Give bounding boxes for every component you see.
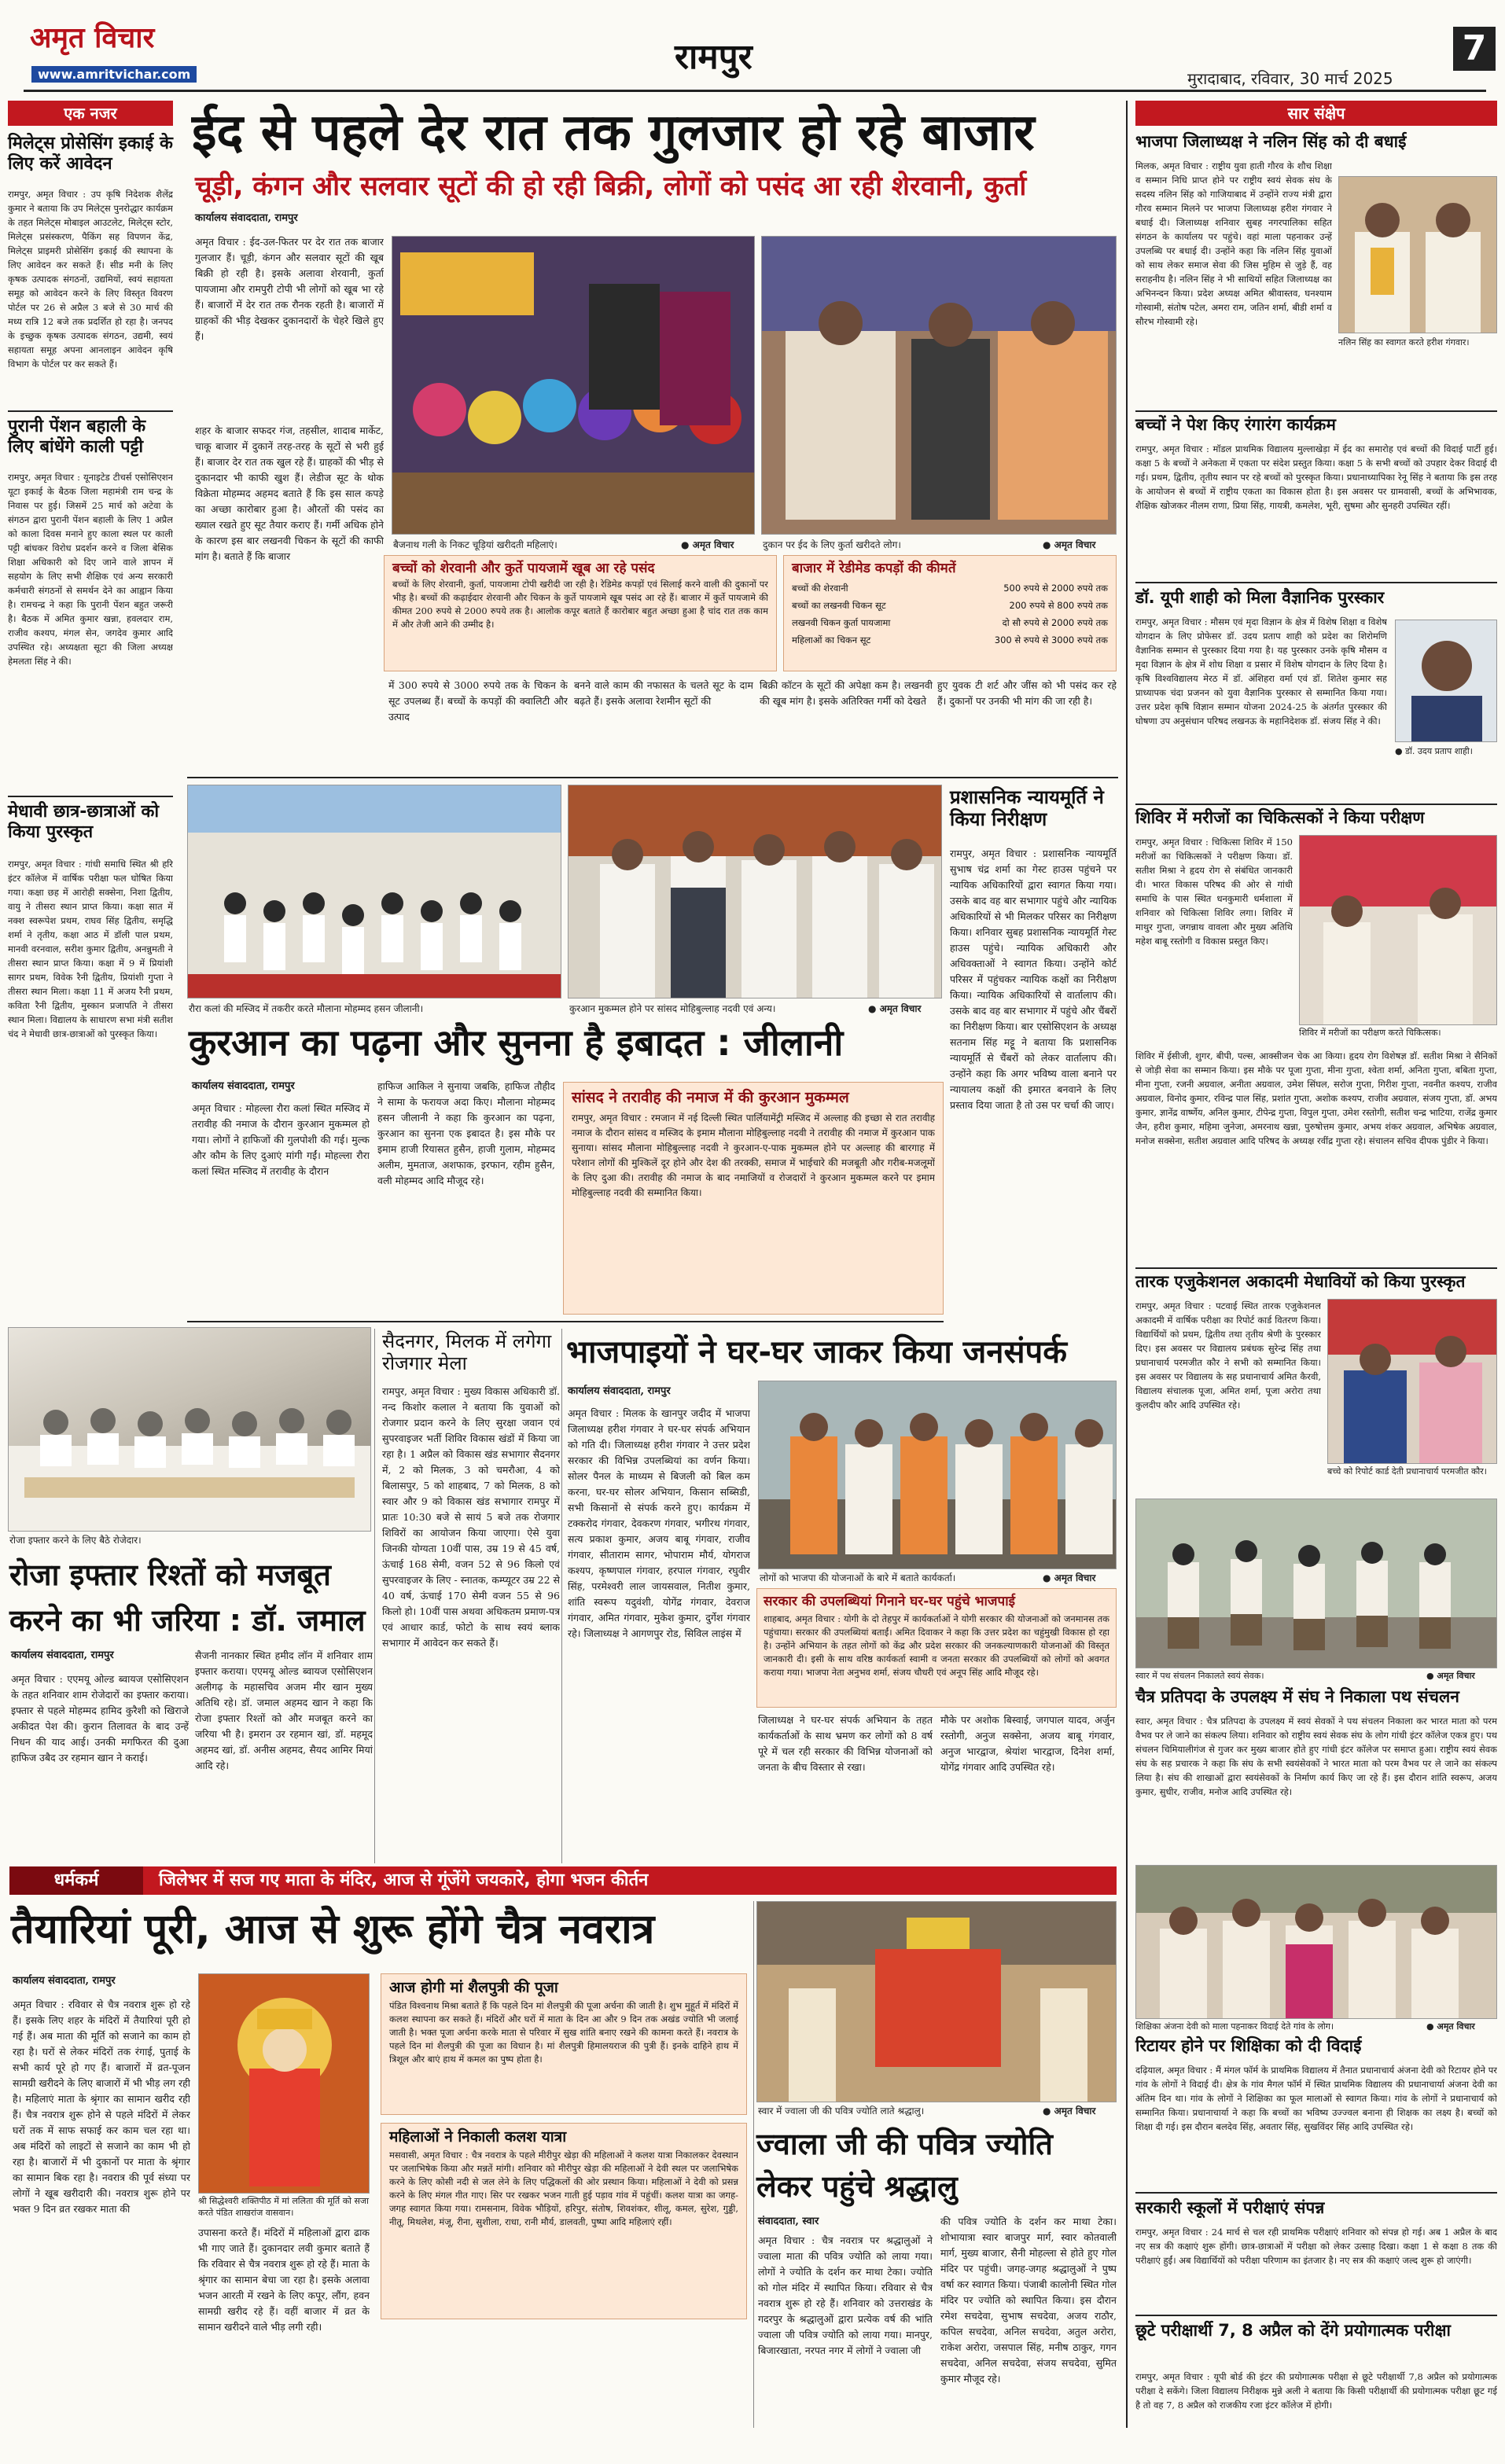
- march-photo: [1135, 1499, 1497, 1668]
- right-s2-text: रामपुर, अमृत विचार : मॉडल प्राथमिक विद्यालय मुल्लाखेड़ा में ईद का समारोह एवं बच्चों की विदाई पार्टी हुई। कक्षा 5 के बच्चों ने अनेकता में एकता पर संदेश प्रस्तुत किया। कक्षा 5 के सभी बच्चों को उपहार देकर विदाई दी गई। प्रथम, द्वितीय, तृतीय स्थान पर रहे बच्चों को पुरस्कृत किया। प्रधानाध्यापिका रेनू सिंह ने बताया कि इस तरह के आयोजन से बच्चों में राष्ट्रीय एकता का विकास होता है। इस अवसर पर ग्रामवासी, बच्चों के अभिभावक, शैक्षिक खोजकर नीलम राणा, प्रिया सिंह, गायत्री, कमलेश, भूरी, सुषमा और सुनहरी उपस्थित रहीं।: [1135, 443, 1497, 511]
- right-s1-text: मिलक, अमृत विचार : राष्ट्रीय युवा हाती गौरव के शौच शिक्षा व सम्मान निधि प्राप्त होने पर राष्ट्रीय स्वयं सेवक संघ के सदस्य नलिन सिंह को गाजियाबाद में उन्होंने राज्य मंत्री द्वारा गौरव सम्मान मिलने पर भाजपा जिलाध्यक्ष हरीश गंगवार ने बधाई दी। जिलाध्यक्ष शनिवार सुबह नगरपालिका सहित संगठन के कार्यालय पर पहुंचे। वहां माला पहनाकर उन्हें उपलब्धि पर बधाई दी। उन्होंने कहा कि नलिन सिंह युवाओं को साथ लेकर समाज सेवा की जिस मुहिम से जुड़े हैं, वह सराहनीय है। नलिन सिंह ने भी साथियों सहित जिलाध्यक्ष का अभिनन्दन किया। प्रदेश अध्यक्ष अमित श्रीवास्तव, घनश्याम गोस्वामी, संतोष पटेल, अमरा राम, जतिन शर्मा, बीडी शर्मा व सौरभ गोस्वामी रहे।: [1135, 160, 1332, 327]
- quran-photo-caption: कुरआन मुकम्मल होने पर सांसद मोहिबुल्लाह नदवी एवं अन्य।: [569, 1003, 776, 1014]
- iftar-photo-art: [9, 1328, 371, 1532]
- lead-photo-1-caption: बैजनाथ गली के निकट चूड़ियां खरीदती महिलाएं।: [393, 539, 557, 550]
- shailputri-text: पंडित विश्वनाथ मिश्रा बताते हैं कि पहले दिन मां शैलपुत्री की पूजा अर्चना की जाती है। शुभ मुहूर्त में मंदिरों में कलश स्थापना कर सकते हैं। मंदिरों और घरों में माता के दिन आ और 9 दिन तक अखंड ज्योति भी जलाई जाती है। भक्त पूजा अर्चना करके माता से परिवार में सुख शांति बनाए रखने की कामना करते हैं। नवरात्र के पहले दिन मां शैलपुत्री की पूजा का विधान है। मां शैलपुत्री हिमालयराज की पुत्री हैं। इनके दाहिने हाथ में त्रिशूल और बाएं हाथ में कमल का पुष्प होता है।: [389, 2000, 738, 2065]
- price-value: दो सौ रुपये से 2000 रुपये तक: [1002, 617, 1108, 629]
- march-photo-caption: स्वार में पथ संचलन निकालते स्वयं सेवक।: [1135, 1671, 1264, 1681]
- teacher-photo-credit: ● अमृत विचार: [1426, 2021, 1475, 2032]
- left-s2-text: रामपुर, अमृत विचार : यूनाइटेड टीचर्स एसोसिएशन यूटा इकाई के बैठक जिला महामंत्री राम चन्द्र के निवास पर हुई। जिसमें 25 मार्च को अटेवा के संगठन द्वारा पुरानी पेंशन बहाली के लिए 1 अप्रैल को काला दिवस मनाने हुए काला स्थल पर काली पट्टी बांधकर विरोध प्रदर्शन करने व जिला बेसिक शिक्षा अधिकारी को दिए जाने वाले ज्ञापन में सहयोग के लिए सभी शैक्षिक एवं अन्य सरकारी कर्मचारी संगठनों से समर्थन देने का आह्वान किया है। रामचन्द्र ने कहा कि पुरानी पेंशन बहुत जरूरी है। बैठक में अमित कुमार खन्ना, हवलदार राम, राजीव कश्यप, मंगल सेन, जगदेव कुमार आदि उपस्थित रहे। अध्यक्षता सूटा की जिला अध्यक्ष हेमलता सिंह ने की।: [8, 472, 173, 667]
- shahi-art: [1396, 620, 1497, 742]
- price-box: [783, 555, 1117, 671]
- tarak-photo: [1327, 1299, 1497, 1464]
- mosque-photo: [187, 785, 561, 998]
- right-s2-headline: बच्चों ने पेश किए रंगारंग कार्यक्रम: [1135, 415, 1336, 434]
- iftar-text-2: सैजनी नानकार स्थित हमीद लॉन में शनिवार शाम इफ्तार कराया। एएमयू ओल्ड ब्वायज एसोसिएशन अलीगढ़ के महासचिव अजम मीर खान मुख्य अतिथि रहे। डॉ. जमाल अहमद खान ने कहा कि रोजा इफ्तार रिश्तों को और मजबूत करने का जरिया भी है। इमरान उर रहमान खां, डॉ. महमूद अहमद खां, डॉ. अनीस अहमद, सैयद आमिर मियां आदि रहे।: [195, 1649, 373, 1771]
- left-sidebar: [8, 101, 181, 1359]
- bjp-text-1: अमृत विचार : मिलक के खानपुर जदीद में भाजपा जिलाध्यक्ष हरीश गंगवार ने घर-घर संपर्क अभियान को गति दी। जिलाध्यक्ष हरीश गंगवार ने उत्तर प्रदेश सरकार की विभिन्न उपलब्धियां का वर्णन किया। सोलर पैनल के माध्यम से बिजली को बिल कम करना, घर-घर सोलर अभियान, किसान सब्सिडी, सभी किसानों से संपर्क करने हुए। कार्यक्रम में टक्करोद गंगवार, देवकरण गंगवार, भगीरथ गंगवार, सत्य प्रकाश कुमार, अजय बाबू गंगवार, राजीव गंगवार, सीताराम सागर, भोपाराम मौर्य, योगराज कश्यप, कृष्णपाल गंगवार, हरपाल गंगवार, रघुवीर सिंह, परमेश्वरी लाल जायसवाल, नितीश कुमार, शांति स्वरूप यदुवंशी, योगेंद्र गंगवार, देवराज गंगवार, अमित गंगवार, मुकेश कुमार, दुर्गेश गंगवार रहे। जिलाध्यक्ष ने आगणपुर रोड, सिविल लाइंस में: [568, 1407, 750, 1639]
- kalash-text: मसवासी, अमृत विचार : चैत्र नवरात्र के पहले मीरीपुर खेड़ा की महिलाओं ने कलश यात्रा निकालकर देवस्थान पर जलाभिषेक किया और मन्नतें मांगी। शनिवार को मीरीपुर खेड़ा की महिलाओं ने देवी स्थल पर जलाभिषेक करने के लिए कोसी नदी से जल लेने के लिए पद्धिकलों की ओर प्रस्थान किया। महिलाओं ने देवी को प्रसन्न करने के लिए मंगल गीत गाए। सिर पर रखकर भजन गाती हुई पड़ाव गांव में पहुंचीं। कलश यात्रा का जगह-जगह स्वागत किया गया। रामसनाम, विवेक भौड़ियों, हरिपुर, संतोष, शिवशंकर, शीलू, कमल, सुरेश, गुड्डी, नीतू, मिथलेश, मंजू, रीना, सुशीला, राधा, रानी मौर्य, डालवती, पुष्पा आदि महिलाएं रहीं।: [389, 2150, 738, 2228]
- price-item: महिलाओं का चिकन सूट: [792, 634, 871, 646]
- nalin-photo: [1338, 176, 1497, 333]
- bjp-photo-credit: ● अमृत विचार: [1043, 1572, 1096, 1583]
- price-row: [792, 579, 1108, 597]
- lead-photo-1-credit: ● अमृत विचार: [681, 539, 734, 550]
- price-item: बच्चों का लखनवी चिकन सूट: [792, 600, 886, 612]
- iftar-photo: [8, 1327, 371, 1532]
- dharm-headline: तैयारियां पूरी, आज से शुरू होंगे चैत्र नवरात्र: [11, 1906, 655, 1953]
- lead-text-2: शहर के बाजार सफदर गंज, तहसील, शादाब मार्केट, चाकू बाजार में दुकानें तरह-तरह के सूटों से भरी हुई हैं। बाजार देर रात तक खुल रहे हैं। ग्राहकों की भीड़ से दुकानदार भी काफी खुश हैं। लेडीज सूट के थोक विक्रेता मोहम्मद अहमद बताते हैं कि इस साल कपड़े का अच्छा कारोबार हुआ है। औरतों की पसंद का ख्याल रखते हुए सूट तैयार कराए हैं। गर्मी अधिक होने के कारण इस बार लखनवी चिकन के सूटों की काफी मांग है। बताते हैं कि बाजार: [195, 425, 384, 562]
- shailputri-headline: आज होगी मां शैलपुत्री की पूजा: [389, 1979, 558, 1996]
- kurta-art: [762, 237, 1117, 535]
- price-box-headline: बाजार में रेडीमेड कपड़ों की कीमतें: [792, 561, 956, 576]
- quran-headline: कुरआन का पढ़ना और सुनना है इबादत : जीलानी: [189, 1021, 844, 1064]
- right-s8-text: रामपुर, अमृत विचार : 24 मार्च से चल रही प्राथमिक परीक्षाएं शनिवार को संपन्न हो गई। अब 1 अप्रैल के बाद नए सत्र की कक्षाएं शुरू होंगी। छात्र-छात्राओं में परीक्षा को लेकर उत्साह दिखा। कक्षा 1 से कक्षा 8 तक की परीक्षाएं हुईं। अब विद्यार्थियों को परीक्षा परिणाम का इंतजार है। नए सत्र की कक्षाएं जल्द शुरू हो जाएंगी।: [1135, 2227, 1497, 2266]
- right-s8-headline: सरकारी स्कूलों में परीक्षाएं संपन्न: [1135, 2198, 1325, 2217]
- mp-taraweeh-headline: सांसद ने तरावीह की नमाज में की कुरआन मुकम्मल: [572, 1089, 849, 1106]
- bjp-box-text-2: जिलाध्यक्ष ने घर-घर संपर्क अभियान के तहत कार्यकर्ताओं के साथ भ्रमण कर लोगों को 8 वर्ष पूरे में चल रही सरकार की विभिन्न योजनाओं को जनता के बीच विस्तार से रखा।: [758, 1714, 933, 1773]
- jwala-photo: [756, 1901, 1117, 2102]
- quran-photo-credit: ● अमृत विचार: [868, 1003, 922, 1014]
- lead-text-4: बनने वाले काम की नफासत के चलते सूट के दाम बढ़ते हैं। इसके अलावा रेशमीन सूटों की: [574, 679, 753, 707]
- dharm-kicker: जिलेभर में सज गए माता के मंदिर, आज से गूंजेंगे जयकारे, होगा भजन कीर्तन: [159, 1870, 649, 1890]
- shahi-photo-caption: ● डॉ. उदय प्रताप शाही।: [1395, 746, 1473, 756]
- lead-photo-2-credit: ● अमृत विचार: [1043, 539, 1096, 550]
- masthead-logo: अमृत विचार: [30, 21, 155, 54]
- masthead-dateline: मुरादाबाद, रविवार, 30 मार्च 2025: [1187, 69, 1393, 88]
- quran-complete-photo: [568, 785, 942, 998]
- kalash-box: [381, 2123, 747, 2319]
- right-s5-headline: तारक एजुकेशनल अकादमी मेधावियों को किया पुरस्कृत: [1135, 1272, 1466, 1291]
- sherwani-box-text: बच्चों के लिए शेरवानी, कुर्ता, पायजामा टोपी खरीदी जा रही है। रेडिमेड कपड़ों एवं सिलाई करने वाली की दुकानों पर भीड़ है। बच्चों की कढ़ाईदार शेरवानी और चिकन के कुर्ते पायजामे खूब पसंद आ रहे हैं। बाजार में कुर्ते पायजामे की कीमत 200 रुपये से 2000 रुपये तक है। आलोक कपूर बताते हैं कारोबार बहुत अच्छा हुआ है चांद रात तक काम में और तेजी आने की उम्मीद है।: [392, 579, 768, 631]
- jwala-byline: संवाददाता, स्वार: [758, 2216, 819, 2227]
- right-s7-headline: रिटायर होने पर शिक्षिका को दी विदाई: [1135, 2036, 1362, 2055]
- right-s9-text: रामपुर, अमृत विचार : यूपी बोर्ड की इंटर की प्रयोगात्मक परीक्षा से छूटे परीक्षार्थी 7,8 अप्रैल को प्रयोगात्मक परीक्षा दे सकेंगे। जिला विद्यालय निरीक्षक मुन्ने अली ने बताया कि किसी परीक्षार्थी की प्रयोगात्मक परीक्षा छूट गई है तो वह 7, 8 अप्रैल को राजकीय रजा इंटर कॉलेज में होगी।: [1135, 2371, 1497, 2411]
- right-s4-text-2: शिविर में ईसीजी, शुगर, बीपी, पल्स, आक्सीजन चेक आ किया। हृदय रोग विशेषज्ञ डॉ. सतीश मिश्रा ने सैनिकों से जोड़ी सेवा का सम्मान किया। इस मौके पर पूजा गुप्ता, मीना गुप्ता, श्वेता शर्मा, अनिता गुप्ता, बबिता गुप्ता, मीना गुप्ता, रजनी अग्रवाल, अनीता अग्रवाल, उमेश सिंघल, सरोज गुप्ता, गिरीश गुप्ता, नवनीत कश्यप, राजीव अग्रवाल, विनोद कुमार, रविन्द्र पाल सिंह, प्रशांत गुप्ता, अशोक कश्यप, राजीव अग्रवाल, संजय गुप्ता, डॉ. अभय कुमार, ज्ञानेंद्र वार्ष्णेय, अनिल कुमार, टीपेन्द्र गुप्ता, विपुल गुप्ता, उमेश रस्तोगी, सतीश चन्द्र भाटिया, राजेंद्र कुमार जैन, हरीश कुमार, महिमा जुनेजा, अमरनाथ खन्ना, पुरुषोत्तम कुमार, अभय शंकर अग्रवाल, अभिषेक अग्रवाल, मनोज सक्सेना, सतीश अग्रवाल आदि परिषद के अध्यक्ष रवींद्र गुप्ता रहे। संचालन सचिव दीपक पुंडीर ने किया।: [1135, 1050, 1497, 1146]
- right-s9-headline: छूटे परीक्षार्थी 7, 8 अप्रैल को देंगे प्रयोगात्मक परीक्षा: [1135, 2321, 1451, 2340]
- price-value: 500 रुपये से 2000 रुपये तक: [1003, 583, 1108, 594]
- bjp-art: [759, 1381, 1117, 1569]
- tarak-photo-caption: बच्चे को रिपोर्ट कार्ड देती प्रधानाचार्य परमजीत कौर।: [1327, 1466, 1487, 1477]
- lead-photo-2-caption: दुकान पर ईद के लिए कुर्ता खरीदते लोग।: [763, 539, 901, 550]
- sherwani-box: [384, 555, 777, 671]
- quran-text-2: हाफिज आकिल ने सुनाया जबकि, हाफिज तौहीद ने सामा के फरायज अदा किए। मौलाना मोहम्मद हसन जीलानी ने कहा कि कुरआन का पढ़ना, कुरआन का सुनना एक इबादत है। इस मौके पर इमाम हाजी रियासत हुसैन, हाजी गुलाम, मोहम्मद अलीम, मुमताज, अशफाक, इरफान, रहीम हुसैन, वली मोहम्मद आदि मौजूद रहे।: [377, 1080, 555, 1186]
- bjp-achievements-box: [756, 1588, 1117, 1708]
- shailputri-box: [381, 1973, 747, 2115]
- lead-byline: कार्यालय संवाददाता, रामपुर: [195, 212, 298, 224]
- iftar-photo-caption: रोजा इफ्तार करने के लिए बैठे रोजेदार।: [9, 1535, 142, 1546]
- right-s6-headline: चैत्र प्रतिपदा के उपलक्ष्य में संघ ने निकाला पथ संचलन: [1135, 1687, 1459, 1706]
- kalash-headline: महिलाओं ने निकाली कलश यात्रा: [389, 2128, 567, 2146]
- justice-text: रामपुर, अमृत विचार : प्रशासनिक न्यायमूर्ति सुभाष चंद्र शर्मा का गेस्ट हाउस पहुंचने पर न्यायिक अधिकारियों द्वारा स्वागत किया गया। उसके बाद वह बार सभागार पहुंचे और न्यायिक अधिकारियों से भी मिलकर परिसर का निरीक्षण किया। शनिवार सुबह प्रशासनिक न्यायमूर्ति गेस्ट हाउस पहुंचे। न्यायिक अधिकारी और अधिवक्ताओं ने स्वागत किया। उन्होंने कोर्ट परिसर में पहुंचकर न्यायिक कक्षों का निरीक्षण किया। न्यायिक अधिकारियों से वार्तालाप की। उसके बाद वह बार सभागार में पहुंचे और चैंबरों का निरीक्षण किया। बार एसोसिएशन के अध्यक्ष सतनाम सिंह मट्टू ने बताया कि प्रशासनिक न्यायमूर्ति से चैंबरों को लेकर वार्तालाप की। उन्होंने कहा कि अगर भविष्य वाला बनाने पर न्यायालय कक्षों की इमारत बनवाने के लिए प्रस्ताव दिया जाता है तो उस पर चर्चा की जाए।: [950, 848, 1117, 1111]
- right-s4-text-1: रामपुर, अमृत विचार : चिकित्सा शिविर में 150 मरीजों का चिकित्सकों ने परीक्षण किया। डॉ. सतीश मिश्रा ने हृदय रोग से संबंधित जानकारी दी। भारत विकास परिषद की ओर से गांधी समाधि के पास स्थित धनकुमारी धर्मशाला में शनिवार को चिकित्सा शिविर लगा। शिविर में माथुर गुप्ता, जगन्नाथ वावला और मुख्य अतिथि महेश बाबू रस्तोगी व विकास प्रस्तुत किए।: [1135, 837, 1293, 947]
- right-s4-headline: शिविर में मरीजों का चिकित्सकों ने किया परीक्षण: [1135, 808, 1425, 827]
- dharm-byline: कार्यालय संवाददाता, रामपुर: [13, 1975, 116, 1987]
- march-photo-credit: ● अमृत विचार: [1426, 1671, 1475, 1681]
- mp-taraweeh-text: रामपुर, अमृत विचार : रमजान में नई दिल्ली स्थित पार्लियामेंट्री मस्जिद में अल्लाह की इच्छा से रात तरावीह नमाज के दौरान सांसद व मस्जिद के इमाम मौलाना मोहिबुल्लाह नदवी ने तरावीह की नमाज में कुरआन पाक सुनाया। सांसद मौलाना मोहिबुल्लाह नदवी ने कुरआन-ए-पाक मुकम्मल होने पर अल्लाह की बारगाह में परेशान लोगों की मुश्किलें दूर होने और देश की तरक्की, समाज में भाईचारे की मजबूती और गरीब-मजलूमों के लिए दुआ की। तरावीह की नमाज के बाद नमाजियों व रोजदारों ने कुरआन मुकम्मल करने पर इमाम मोहिबुल्लाह नदवी की सम्मानित किया।: [572, 1112, 935, 1199]
- bjp-box-text-3: मौके पर अशोक बिस्वाई, जगपाल यादव, अर्जुन रस्तोगी, अनुज सक्सेना, अजय बाबू गंगवार, अनुज भारद्वाज, श्रेयांश भारद्वाज, दिनेश शर्मा, योगेंद्र गंगवार आदि उपस्थित रहे।: [940, 1714, 1115, 1773]
- shahi-photo: [1395, 620, 1497, 742]
- price-table: [792, 579, 1108, 649]
- right-s6-text: स्वार, अमृत विचार : चैत्र प्रतिपदा के उपलक्ष्य में स्वयं सेवकों ने पथ संचलन निकाला कर भारत माता को परम वैभव पर ले जाने का संकल्प लिया। शनिवार को राष्ट्रीय स्वयं सेवक संघ के लोग गांधी इंटर कॉलेज एकत्र हुए। पथ संचलन चिमियालीगंज से गुजर कर मुख्य बाजार होते हुए गांधी इंटर कॉलेज पर समाप्त हुआ। राष्ट्रीय स्वयं सेवक संघ के सह प्रचारक ने कहा कि संघ के सभी स्वयंसेवकों ने भारत माता को परम वैभव पर ले जाने का संकल्प लिया है। संघ की शाखाओं द्वारा स्वयंसेवकों के निर्माण कार्य किए जा रहे हैं। इस दौरान शांति स्वरूप, अजय कुमार, सुधीर, राजीव, मनोज आदि उपस्थित रहे।: [1135, 1716, 1497, 1797]
- teacher-farewell-photo: [1135, 1865, 1497, 2019]
- lead-subheadline: चूड़ी, कंगन और सलवार सूटों की हो रही बिक्री, लोगों को पसंद आ रही शेरवानी, कुर्ता: [195, 171, 1027, 202]
- lead-text-3: में 300 रुपये से 3000 रुपये तक के चिकन के सूट उपलब्ध हैं। बच्चों के कपड़ों की क्वालिटी और उत्पाद: [388, 679, 568, 723]
- justice-headline: प्रशासनिक न्यायमूर्ति ने किया निरीक्षण: [950, 786, 1104, 831]
- bjp-byline: कार्यालय संवाददाता, रामपुर: [568, 1385, 671, 1397]
- quran-complete-art: [569, 785, 942, 998]
- quran-text-1: अमृत विचार : मोहल्ला रौरा कलां स्थित मस्जिद में तरावीह की नमाज के दौरान कुरआन मुकम्मल हो गया। लोगों ने हाफिजों की गुलपोशी की गई। मुल्क और कौम के लिए दुआएं मांगी गईं। मोहल्ला रौरा कलां स्थित मस्जिद में तरावीह के दौरान: [192, 1102, 370, 1177]
- page-number: 7: [1453, 27, 1496, 71]
- jwala-photo-credit: ● अमृत विचार: [1043, 2105, 1096, 2116]
- lead-text-5: बिक्री कॉटन के सूटों की अपेक्षा कम है। लखनवी की खूब मांग है। इसके अतिरिक्त गर्मी को देखते: [760, 679, 933, 707]
- left-s3-text: रामपुर, अमृत विचार : गांधी समाधि स्थित श्री हरि इंटर कॉलेज में वार्षिक परीक्षा फल घोषित किया गया। कक्षा छह में आरोही सक्सेना, निशा द्वितीय, वायु ने तीसरा स्थान प्राप्त किया। कक्षा सात में नक्श स्वरूपेश प्रथम, राघव सिंह द्वितीय, समृद्धि शर्मा ने तृतीय, कक्षा आठ में डॉली पाल प्रथम, मानवी वरनवाल, सरीश कुमार द्वितीय, अनन्नुमती ने तीसरा स्थान प्राप्त किया। कक्षा में 9 में प्रियांशी सागर प्रथम, विवेक रैनी द्वितीय, प्रियांशी गुप्ता ने तीसरा स्थान मिला। कक्षा 11 में अजय रैनी प्रथम, कविता रैनी द्वितीय, मुस्कान प्रजापति ने तीसरा स्थान मिला। विद्यालय के साधारण सभा मंत्री सतीश चंद ने मेधावी छात्र-छात्राओं को पुरस्कृत किया।: [8, 859, 173, 1039]
- masthead-website: www.amritvichar.com: [31, 66, 197, 83]
- lead-text-1: अमृत विचार : ईद-उल-फितर पर देर रात तक बाजार गुलजार हैं। चूड़ी, कंगन और सलवार सूटों की खूब बिक्री हो रही है। इसके अलावा शेरवानी, कुर्ता पायजामा और रामपुरी टोपी भी लोगों को खूब भा रहे हैं। बाजारों में देर रात तक रौनक रहती है। बाजारों में ग्राहकों की भीड़ देखकर दुकानदारों के चेहरे खिले हुए हैं।: [195, 236, 384, 342]
- section-title: रामपुर: [675, 37, 752, 77]
- sidebar-label: एक नजर: [64, 104, 117, 123]
- jwala-text-2: की पवित्र ज्योति के दर्शन कर माथा टेका। शोभायात्रा स्वार बाजपुर मार्ग, स्वार कोतवाली मार्ग, मुख्य बाजार, सैनी मोहल्ला से होते हुए गोल मंदिर पर पहुंची। जगह-जगह श्रद्धालुओं ने पुष्प वर्षा कर स्वागत किया। पंजाबी कालोनी स्थित गोल मंदिर पर ज्योति को स्थापित किया। इस दौरान रमेश सचदेवा, सुभाष सचदेवा, अजय राठौर, कपिल सचदेवा, अनिल सचदेवा, अतुल अरोरा, राकेश अरोरा, जसपाल सिंह, मनीष ठाकुर, गगन सचदेवा, अनिल सचदेवा, संजय सचदेवा, सुमित कुमार मौजूद रहे।: [940, 2216, 1117, 2385]
- lead-photo-kurta: [761, 236, 1117, 535]
- lead-photo-bangles: [392, 236, 755, 535]
- quran-byline: कार्यालय संवाददाता, रामपुर: [192, 1080, 295, 1092]
- dharm-text-1: अमृत विचार : रविवार से चैत्र नवरात्र शुरू हो रहे हैं। इसके लिए शहर के मंदिरों में तैयारियां पूरी हो गई हैं। अब माता की मूर्ति को सजाने का काम हो रहा है। घरों से लेकर मंदिरों तक रंगाई, पुताई के सभी कार्य पूरे हो गए हैं। बाजारों में व्रत-पूजन सामग्री खरीदने के लिए बाजारों में भी भीड़ लग रही है। महिलाएं माता के श्रृंगार का सामान खरीद रही हैं। चैत्र नवरात्र शुरू होने से पहले मंदिरों में लेकर घरों तक में साफ सफाई कर काम चल रहा था। अब मंदिरों को लाइटों से सजाने का काम भी हो रहा है। बाजारों में भी दुकानों पर माता के श्रृंगार का सामान बिक रहा है। नवरात्र की पूर्व संध्या पर लोगों ने खूब खरीदारी की। नवरात्र शुरू होने पर भक्त 9 दिन व्रत रखकर माता की: [13, 1999, 190, 2215]
- right-sidebar: [1135, 101, 1497, 2428]
- price-item: बच्चों की शेरवानी: [792, 583, 848, 594]
- left-s3-headline: मेधावी छात्र-छात्राओं को किया पुरस्कृत: [8, 802, 160, 842]
- right-s1-headline: भाजपा जिलाध्यक्ष ने नलिन सिंह को दी बधाई: [1135, 132, 1407, 151]
- farewell-art: [1136, 1866, 1497, 2019]
- medical-camp-photo: [1299, 835, 1497, 1025]
- nalin-art: [1339, 177, 1497, 333]
- right-s5-text: रामपुर, अमृत विचार : पटवाई स्थित तारक एजुकेशनल अकादमी में वार्षिक परीक्षा का रिपोर्ट कार्ड वितरण किया। विद्यार्थियों को प्रथम, द्वितीय तथा तृतीय श्रेणी के पुरस्कार दिए। इस अवसर पर विद्यालय प्रबंधक सुरेन्द्र सिंह तथा प्रधानाचार्य परमजीत कौर ने सभी को सम्मानित किया। इस अवसर पर विद्यालय के सह प्रधानाचार्य अमित कैरवी, विद्यालय संचालक पूजा, अमित शर्मा, पूजा अरोरा तथा कुलदीप कौर आदि उपस्थित रहे।: [1135, 1300, 1321, 1410]
- iftar-text-1: अमृत विचार : एएमयू ओल्ड ब्वायज एसोसिएशन के तहत शनिवार शाम रोजेदारों का इफ्तार कराया। इफ्तार से पहले मोहम्मद हामिद कुरैशी को खिराजे अकीदत पेश की। कुरान तिलावत के बाद उन्हें निधन की याद आई। उनकी मगफिरत की दुआ हाफिज उबैद उर रहमान खान ने कराई।: [11, 1673, 189, 1763]
- bjp-photo: [758, 1381, 1117, 1569]
- jwala-photo-caption: स्वार में ज्वाला जी की पवित्र ज्योति लाते श्रद्धालु।: [758, 2105, 925, 2116]
- price-row: [792, 614, 1108, 631]
- lead-headline: ईद से पहले देर रात तक गुलजार हो रहे बाजार: [192, 104, 1035, 162]
- lead-text-6: हुए युवक टी शर्ट और जींस को भी पसंद कर रहे हैं। दुकानों पर उनकी भी मांग की जा रही है।: [937, 679, 1117, 707]
- masthead: [0, 0, 1505, 94]
- price-value: 200 रुपये से 800 रुपये तक: [1009, 600, 1108, 612]
- right-s3-text: रामपुर, अमृत विचार : मौसम एवं मृदा विज्ञान के क्षेत्र में विशेष शिक्षा व विशेष योगदान के लिए प्रोफेसर डॉ. उदय प्रताप शाही को प्रदेश का शिरोमणि वैज्ञानिक सम्मान से पुरस्कार दिया गया है। यह पुरस्कार उनके कृषि मौसम व मृदा विज्ञान के क्षेत्र में शोध शिक्षा व प्रसार में विशेष योगदान के लिए दिया है। कृषि विश्वविद्यालय मेरठ में डॉ. अंशिहरा वर्मा एवं डॉ. शितेश कुमार सह प्राध्यापक चंदा प्रजनन को युवा वैज्ञानिक पुरस्कार से सम्मानित किया गया। उत्तर प्रदेश कृषि विज्ञान सम्मान योजना 2024-25 के अंतर्गत पुरस्कार की घोषणा उप अनुसंधान परिषद लखनऊ के महानिदेशक डॉ. संजय सिंह ने की।: [1135, 616, 1387, 726]
- dharm-label: धर्मकर्म: [9, 1866, 143, 1895]
- right-s3-headline: डॉ. यूपी शाही को मिला वैज्ञानिक पुरस्कार: [1135, 588, 1385, 607]
- right-sidebar-label: सार संक्षेप: [1287, 104, 1345, 123]
- left-s2-headline: पुरानी पेंशन बहाली के लिए बांधेंगे काली पट्टी: [8, 417, 146, 457]
- sherwani-box-headline: बच्चों को शेरवानी और कुर्ते पायजामें खूब आ रहे पसंद: [392, 561, 655, 576]
- nalin-photo-caption: नलिन सिंह का स्वागत करते हरीश गंगवार।: [1338, 337, 1470, 348]
- price-item: लखनवी चिकन कुर्ता पायजामा: [792, 617, 891, 629]
- jwala-text-1: अमृत विचार : चैत्र नवरात्र पर श्रद्धालुओं ने ज्वाला माता की पवित्र ज्योति को लाया गया। लोगों ने ज्योति के दर्शन कर माथा टेका। ज्योति को गोल मंदिर में स्थापित किया। रविवार से चैत्र नवरात्र शुरू हो रहे हैं। शनिवार को उत्तराखंड के गदरपुर के श्रद्धालुओं द्वारा प्रत्येक वर्ष की भांति ज्वाला जी पवित्र ज्योति को लाया गया। मानपुर, बिजारखाता, नरपत नगर में लोगों ने ज्वाला जी: [758, 2234, 933, 2356]
- goddess-photo-caption: श्री सिद्धेश्वरी शक्तिपीठ में मां ललिता की मूर्ति को सजा करते पंडित शाखरांज वासवान।: [198, 2196, 369, 2218]
- right-s7-text: दढ़ियाल, अमृत विचार : मैं मंगल फॉर्म के प्राथमिक विद्यालय में तैनात प्रधानाचार्य अंजना देवी को रिटायर होने पर गांव के लोगों ने विदाई दी। क्षेत्र के गांव मैगल फॉर्म में स्थित प्राथमिक विद्यालय की प्रधानाचार्या अंजना देवी का अंतिम दिन था। गांव के लोगों ने शिक्षिका का फूल मालाओं से स्वागत किया। गांव के लोगों ने प्रधानाचार्य को सम्मानित किया। प्रधानाचार्या ने कहा कि बच्चों का भविष्य उज्ज्वल बनाना ही शिक्षक का लक्ष्य है। बच्चों को शिक्षा दी गई। इस दौरान बलदेव सिंह, अवतार सिंह, सुखविंदर सिंह आदि उपस्थित रहे।: [1135, 2065, 1497, 2132]
- mp-taraweeh-box: [563, 1082, 944, 1315]
- price-row: [792, 597, 1108, 614]
- goddess-art: [199, 1974, 370, 2194]
- jwala-art: [757, 1902, 1117, 2102]
- bjp-photo-caption: लोगों को भाजपा की योजनाओं के बारे में बताते कार्यकर्ता।: [760, 1572, 956, 1583]
- mosque-photo-caption: रौरा कलां की मस्जिद में तकरीर करते मौलाना मोहम्मद हसन जीलानी।: [189, 1003, 424, 1014]
- left-s1-headline: मिलेट्स प्रोसेसिंग इकाई के लिए करें आवेदन: [8, 134, 173, 174]
- mosque-art: [188, 785, 561, 998]
- dharm-kicker-bar: [9, 1866, 1117, 1895]
- medical-camp-art: [1300, 836, 1497, 1025]
- teacher-photo-caption: शिक्षिका अंजना देवी को माला पहनाकर विदाई देते गांव के लोग।: [1135, 2021, 1334, 2032]
- price-row: [792, 631, 1108, 649]
- iftar-byline: कार्यालय संवाददाता, रामपुर: [11, 1649, 114, 1661]
- tarak-art: [1328, 1300, 1497, 1464]
- march-art: [1136, 1499, 1497, 1668]
- jwala-headline: ज्वाला जी की पवित्र ज्योति लेकर पहुंचे श्रद्धालु: [756, 2127, 1053, 2204]
- rozgar-headline: सैदनगर, मिलक में लगेगा रोजगार मेला: [382, 1330, 552, 1375]
- goddess-photo: [198, 1973, 370, 2194]
- left-s1-text: रामपुर, अमृत विचार : उप कृषि निदेशक शैलेंद्र कुमार ने बताया कि उप मिलेट्स पुनरोद्धार कार्यक्रम के तहत मिलेट्स मोबाइल आउटलेट, मिलेट्स स्टोर, मिलेट्स प्रसंस्करण, पैकिंग सह विपणन केंद्र, मिलेट्स प्राइमरी प्रोसेसिंग इकाई की स्थापना के लिए आवेदन कर सकते हैं। सीड मनी के लिए कृषक उत्पादक संगठनों, उद्यमियों, स्वयं सहायता समूह को आवेदन करने के लिए विस्तृत विवरण पोर्टल पर 26 से अप्रैल 3 बजे से 30 मार्च की मध्य रात्रि 12 बजे तक प्रदर्शित हो रहा है। जनपद के इच्छुक कृषक उत्पादक संगठन, उद्यमी, स्वयं सहायता समूह अपना आनलाइन आवेदन कृषि विभाग के पोर्टल पर कर सकते हैं।: [8, 189, 173, 370]
- bjp-headline: भाजपाइयों ने घर-घर जाकर किया जनसंपर्क: [566, 1334, 1067, 1370]
- bjp-box-headline: सरकार की उपलब्धियां गिनाने घर-घर पहुंचे भाजपाई: [764, 1594, 1015, 1609]
- iftar-headline: रोजा इफ्तार रिश्तों को मजबूत करने का भी जरिया : डॉ. जमाल: [9, 1557, 366, 1638]
- bjp-box-text-1: शाहबाद, अमृत विचार : योगी के दो तेहपुर में कार्यकर्ताओं ने योगी सरकार की योजनाओं को जनमानस तक पहुंचाया। सरकार की उपलब्धियां बताईं। अमित दिवाकर ने कहा कि उत्तर प्रदेश का चहुंमुखी विकास हो रहा है। उन्होंने अभियान के तहत लोगों को केंद्र और प्रदेश सरकार की जनकल्याणकारी योजनाओं की विस्तृत जानकारी दी। इसी के साथ वरिष्ठ कार्यकर्ता स्वामी व जनता सरकार की उपलब्धियों को लोगों को अवगत कराया गया। भाजपा नेता अनुभव शर्मा, संजय चौधरी एवं अनूप सिंह आदि मौजूद रहे।: [764, 1613, 1109, 1679]
- dharm-text-2: उपासना करते हैं। मंदिरों में महिलाओं द्वारा ढाक भी गाए जाते हैं। दुकानदार लवी कुमार बताते हैं कि रविवार से चैत्र नवरात्र शुरू हो रहे हैं। माता के श्रृंगार का सामान बेचा जा रहा है। इसके अलावा भजन आरती में रखने के लिए कपूर, लौंग, हवन सामग्री खरीद रहे हैं। वहीं बाजार में व्रत के सामान खरीदने वाले भीड़ लगी रही।: [198, 2227, 370, 2333]
- rozgar-text: रामपुर, अमृत विचार : मुख्य विकास अधिकारी डॉ. नन्द किशोर कलाल ने बताया कि युवाओं को रोजगार प्रदान करने के लिए सुरक्षा जवान एवं सुपरवाइजर भर्ती शिविर विकास खंडों में किया जा रहा है। 1 अप्रैल को विकास खंड सभागार सैदनगर में, 2 को मिलक, 3 को चमरौआ, 4 को बिलासपुर, 5 को शाहबाद, 7 को मिलक, 8 को स्वार और 9 को विकास खंड सभागार रामपुर में प्रातः 10:30 बजे से सायं 5 बजे तक रोजगार शिविरों का आयोजन किया जाएगा। ऐसे युवा जिनकी योग्यता 10वीं पास, उम्र 19 से 45 वर्ष, ऊंचाई 168 सेमी, वजन 52 से 96 किलो एवं सुपरवाइजर के लिए - स्नातक, कम्प्यूटर उम्र 22 से 40 वर्ष, ऊंचाई 170 सेमी वजन 55 से 96 किलो हो। 10वीं पास अथवा अधिकतम प्रमाण-पत्र एवं आधार कार्ड, फोटो के साथ स्वयं ब्लाक सभागार में आवेदन कर सकते हैं।: [382, 1385, 560, 1649]
- medical-camp-caption: शिविर में मरीजों का परीक्षण करते चिकित्सक।: [1299, 1028, 1441, 1038]
- bangles-art: [392, 237, 755, 535]
- price-value: 300 से रुपये से 3000 रुपये तक: [994, 634, 1108, 646]
